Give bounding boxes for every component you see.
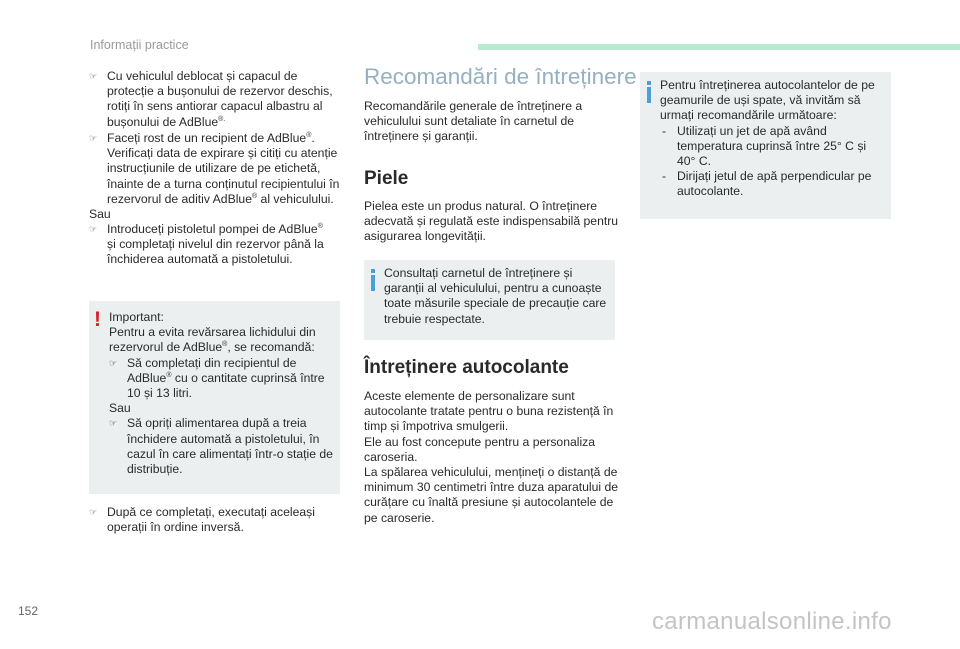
watermark: carmanualsonline.info bbox=[652, 608, 892, 635]
pointing-arrow-icon: ☞ bbox=[89, 133, 98, 143]
important-title: Important: bbox=[109, 310, 164, 324]
page-number: 152 bbox=[18, 604, 39, 618]
list-item: ☞ Să opriți alimentarea după a treia închidere automată a pistoletului, în cazul în care alimentați într-o stație de distribuție. bbox=[109, 416, 333, 477]
page-header-title: Informații practice bbox=[90, 38, 189, 52]
autocolante-paragraph: Aceste elemente de personalizare sunt autocolante tratate pentru o buna rezistență în timp și împotriva smulgerii. Ele au fost concepute pentru a personaliza caroseria. La spălarea vehiculului, mențineți o distanță de minimum 30 centimetri între duza aparatului de curățare cu înaltă presiune și autocolantele de pe caroserie. bbox=[364, 389, 619, 525]
pointing-arrow-icon: ☞ bbox=[89, 507, 98, 517]
list-item: ☞ Introduceți pistoletul pompei de AdBlue® și completați nivelul din rezervor până la închiderea automată a pistoletului. bbox=[89, 222, 324, 267]
subheading-autocolante: Întreținere autocolante bbox=[364, 357, 569, 378]
pointing-arrow-icon: ☞ bbox=[89, 224, 98, 234]
important-box: ! Important: Pentru a evita revărsarea lichidului din rezervorul de AdBlue®, se recomandă: ☞ Să completați din recipientul de AdBlue® cu o cantitate cuprinsă între 10 și 13 litri. Sau ☞ Să opriți alimentarea după a treia închidere automată a pistoletului, în cazul în care alimentați într-o stație de distribuție. bbox=[89, 301, 340, 494]
piele-paragraph: Pielea este un produs natural. O întreținere adecvată și regulată este indispensabilă pentru asigurarea longevității. bbox=[364, 199, 619, 244]
pointing-arrow-icon: ☞ bbox=[109, 357, 118, 368]
list-item: - Utilizați un jet de apă având temperatura cuprinsă între 25° C și 40° C. bbox=[662, 123, 867, 169]
exclamation-icon: ! bbox=[94, 308, 101, 331]
pointing-arrow-icon: ☞ bbox=[89, 71, 98, 81]
section-heading: Recomandări de întreținere bbox=[364, 64, 637, 89]
info-box: Pentru întreținerea autocolantelor de pe geamurile de uși spate, vă invităm să urmați recomandările următoare: - Utilizați un jet de apă având temperatura cuprinsă între 25° C și 40° C. - Dirijați jetul de apă perpendicular pe autocolante. bbox=[640, 72, 891, 219]
list-item: - Dirijați jetul de apă perpendicular pe autocolante. bbox=[662, 169, 872, 199]
list-item: ☞ După ce completați, executați aceleași operații în ordine inversă. bbox=[89, 505, 315, 535]
info-box: Consultați carnetul de întreținere și garanții al vehiculului, pentru a cunoaște toate măsurile speciale de precauție care trebuie respectate. bbox=[364, 260, 615, 340]
sau-label: Sau bbox=[89, 207, 111, 221]
pointing-arrow-icon: ☞ bbox=[109, 418, 118, 429]
subheading-piele: Piele bbox=[364, 168, 409, 189]
intro-paragraph: Recomandările generale de întreținere a vehiculului sunt detaliate în carnetul de întreținere și garanții. bbox=[364, 99, 583, 144]
header-accent-bar bbox=[478, 44, 960, 50]
list-item: ☞ Să completați din recipientul de AdBlue® cu o cantitate cuprinsă între 10 și 13 litri. bbox=[109, 355, 325, 401]
list-item: ☞ Cu vehiculul deblocat și capacul de protecție a bușonului de rezervor deschis, rotiți în sens antiorar capacul albastru al bușonului de AdBlue®. bbox=[89, 69, 333, 129]
list-item: ☞ Faceți rost de un recipient de AdBlue®. Verificați data de expirare și citiți cu atenție instrucțiunile de utilizare de pe etichetă, înainte de a turna conținutul recipientului în rezervorul de aditiv AdBlue® al vehiculului. bbox=[89, 131, 340, 206]
